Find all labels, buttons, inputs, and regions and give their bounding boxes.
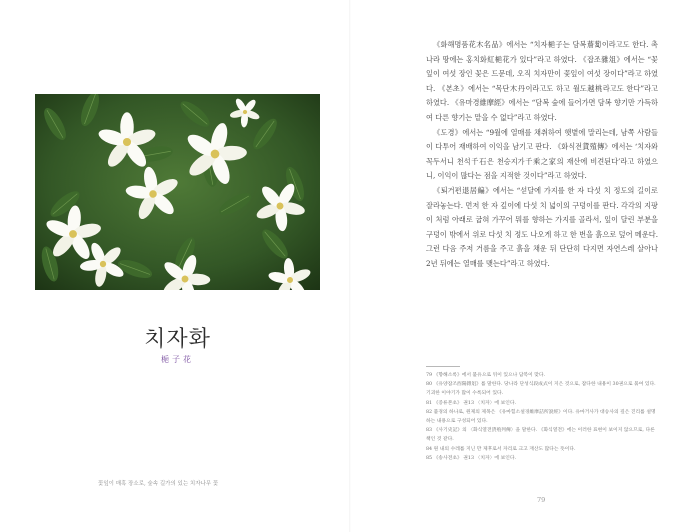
page-gutter [349, 0, 351, 532]
footnote: 79 《향해소록》에서 불유으로 뒤이 있으나 담복이 맞다. [426, 373, 546, 378]
body-text [426, 38, 658, 272]
flower-title-hanja: 梔子花 [161, 355, 194, 364]
flower-title: 치자화 [144, 327, 211, 352]
gardenia-photo [35, 94, 320, 290]
footnote: 81 《증류본초》 권13 〈치자〉에 보인다. [426, 400, 516, 406]
footnote: 83 《사기史記》의 〈화식열전貨殖列傳〉을 말한다. 《화식열전》에는 이러한 표현이 보이지 않으므로, 다른 책인 것 같다. [426, 428, 655, 443]
paragraph: 《도경》에서는 “9월에 열매를 채취하여 햇볕에 말리는데, 남쪽 사람들이 다투어 재배하여 이익을 남기고 판다. 《화식전貨殖傳》에서는 ‘치자와 꼭두서니 천석千石은 천승지가千乘之家의 재산에 비견된다’라고 하였으니, 이익이 많다는 점을 지적한 것이다”라고 하였다. [426, 127, 658, 181]
footnote: 80 《유양잡조酉陽雜俎》를 말한다. 당나라 단성식段成式이 지은 것으로, 잡다한 내용이 30권으로 묶여 있다. 기괴한 이야기가 많이 수록되어 있다. [426, 382, 656, 397]
page-number: 79 [537, 496, 546, 504]
photo-caption: 꽃잎이 매혹 장소로, 숲속 길가의 있는 치자나무 꽃 [98, 481, 219, 487]
paragraph: 《화해명품花木名品》에서는 “치자梔子는 담복薝蔔이라고도 한다. 촉나라 땅에는 홍치화紅梔花가 있다”라고 하였다. 《잡조雜俎》에서는 “꽃잎이 여섯 장인 꽃은 드문데, 오직 치자만이 꽃잎이 여섯 장이다”라고 하였다. 《본초》에서는 “목단木丹이라고도 하고 월도越桃라고도 한다”라고 하였다. 《유마경維摩經》에서는 “담복 숲에 들어가면 담복 향기만 가득하여 다른 향기는 맡을 수 없다”라고 하였다. [426, 40, 658, 122]
paragraph: 《퇴거편退居編》에서는 “섣달에 가지를 한 자 다섯 치 정도의 길이로 잘라놓는다. 먼저 한 자 깊이에 다섯 치 넓이의 구덩이를 판다. 각각의 지팡이 처럼 아래로 굽혀 가꾸어 뭐를 향하는 가지를 골라서, 잎이 달린 부분을 구덩이 밖에서 위로 다섯 치 정도 나오게 하고 한 번을 흙으로 덮어 메운다. 그런 다음 주저 거름을 주고 흙을 채운 뒤 단단히 다지면 자연스레 살아나 2년 뒤에는 열매를 맺는다”라고 하였다. [426, 185, 658, 268]
footnotes [426, 371, 658, 463]
footnote-divider [426, 366, 460, 367]
footnote: 85 《송사전초》 권13 〈치자〉에 보인다. [426, 455, 516, 461]
footnote: 82 불경의 하나로, 원제의 제목은 《유마힐소설경維摩詰所說經》이다. 유마거사가 대승사의 깊은 진리를 설명하는 내용으로 구성되어 있다. [426, 409, 656, 425]
footnote: 84 원 내의 수레를 지닌 만 제후로서 자리로 크고 재산도 많다는 뜻이다. [426, 446, 576, 452]
